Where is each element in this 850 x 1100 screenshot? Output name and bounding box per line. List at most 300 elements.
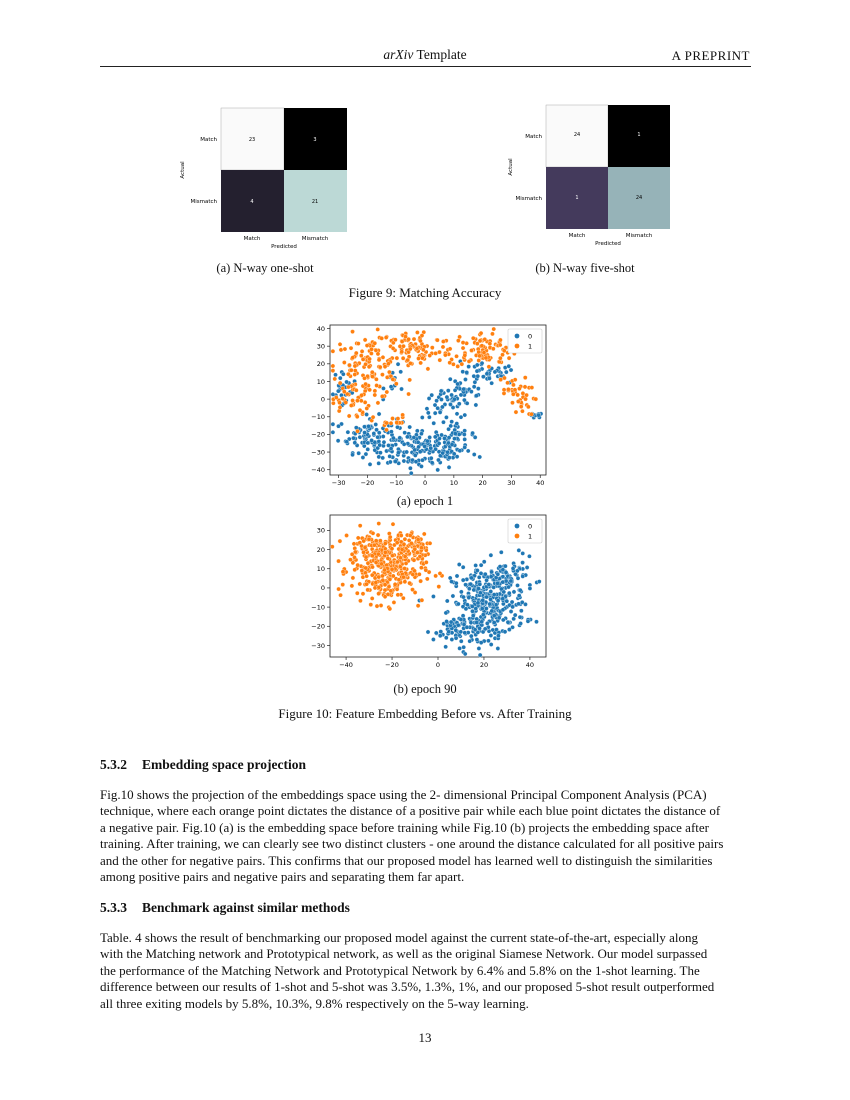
scatter-a-point-series-1 xyxy=(356,341,360,345)
scatter-a-point-series-1 xyxy=(344,400,348,404)
scatter-b-point-series-0 xyxy=(456,623,460,627)
cm-a-row-label-mismatch: Mismatch xyxy=(190,199,217,205)
scatter-a-y-tick-label: 10 xyxy=(316,377,325,386)
scatter-b-point-series-0 xyxy=(483,627,487,631)
scatter-b-point-series-1 xyxy=(363,545,367,549)
scatter-b-point-series-1 xyxy=(419,566,423,570)
scatter-a-point-series-1 xyxy=(437,350,441,354)
scatter-a-point-series-0 xyxy=(472,385,476,389)
scatter-a-point-series-0 xyxy=(428,435,432,439)
scatter-b-point-series-0 xyxy=(509,609,513,613)
scatter-a-point-series-1 xyxy=(376,327,380,331)
scatter-b-point-series-0 xyxy=(450,637,454,641)
scatter-a-point-series-1 xyxy=(367,357,371,361)
scatter-b-point-series-1 xyxy=(401,575,405,579)
scatter-a-point-series-0 xyxy=(420,415,424,419)
scatter-a-point-series-0 xyxy=(478,455,482,459)
scatter-a-point-series-0 xyxy=(459,415,463,419)
scatter-b-point-series-1 xyxy=(355,591,359,595)
scatter-a-point-series-0 xyxy=(366,441,370,445)
scatter-a-point-series-1 xyxy=(389,421,393,425)
scatter-b-point-series-0 xyxy=(458,646,462,650)
scatter-b-point-series-1 xyxy=(370,565,374,569)
scatter-b-point-series-0 xyxy=(444,619,448,623)
scatter-b-point-series-0 xyxy=(478,591,482,595)
scatter-a-point-series-1 xyxy=(363,362,367,366)
scatter-a-point-series-1 xyxy=(377,358,381,362)
scatter-b-point-series-1 xyxy=(412,558,416,562)
scatter-b-point-series-0 xyxy=(469,634,473,638)
scatter-b-point-series-0 xyxy=(488,602,492,606)
scatter-a-point-series-1 xyxy=(510,401,514,405)
scatter-b-point-series-1 xyxy=(388,577,392,581)
scatter-a-x-tick-label: 10 xyxy=(449,479,458,487)
scatter-a-point-series-0 xyxy=(476,374,480,378)
scatter-a-point-series-1 xyxy=(331,349,335,353)
scatter-b-point-series-0 xyxy=(511,605,515,609)
scatter-a-point-series-0 xyxy=(436,406,440,410)
scatter-a-point-series-1 xyxy=(490,332,494,336)
scatter-a-x-tick-label: 20 xyxy=(478,479,487,487)
scatter-a-point-series-1 xyxy=(333,377,337,381)
scatter-a-point-series-0 xyxy=(430,461,434,465)
scatter-b-point-series-0 xyxy=(520,600,524,604)
scatter-a-point-series-1 xyxy=(530,385,534,389)
scatter-a-point-series-1 xyxy=(374,377,378,381)
scatter-b-point-series-0 xyxy=(484,595,488,599)
scatter-a-point-series-1 xyxy=(480,344,484,348)
scatter-b-point-series-0 xyxy=(482,560,486,564)
scatter-a-point-series-1 xyxy=(363,400,367,404)
scatter-a-point-series-0 xyxy=(413,453,417,457)
scatter-a-point-series-0 xyxy=(481,375,485,379)
cm-b-col-label-match: Match xyxy=(568,233,586,239)
scatter-b-point-series-0 xyxy=(431,594,435,598)
scatter-b-point-series-1 xyxy=(390,547,394,551)
scatter-a-point-series-1 xyxy=(385,390,389,394)
scatter-b-point-series-0 xyxy=(461,614,465,618)
scatter-b-point-series-1 xyxy=(374,560,378,564)
scatter-a-point-series-1 xyxy=(367,365,371,369)
scatter-b-point-series-0 xyxy=(463,652,467,656)
scatter-a-point-series-0 xyxy=(439,389,443,393)
scatter-b-point-series-1 xyxy=(382,568,386,572)
scatter-b-point-series-1 xyxy=(336,587,340,591)
scatter-a-point-series-0 xyxy=(365,412,369,416)
cm-a-row-label-match: Match xyxy=(200,137,217,143)
scatter-a-point-series-1 xyxy=(362,376,366,380)
scatter-b-point-series-1 xyxy=(424,568,428,572)
scatter-b-point-series-0 xyxy=(489,553,493,557)
scatter-a-point-series-1 xyxy=(471,336,475,340)
scatter-b-point-series-0 xyxy=(501,608,505,612)
scatter-a-point-series-1 xyxy=(526,405,530,409)
scatter-a-point-series-1 xyxy=(359,354,363,358)
scatter-a-point-series-1 xyxy=(460,362,464,366)
scatter-b-point-series-1 xyxy=(390,567,394,571)
scatter-a-point-series-1 xyxy=(438,358,442,362)
scatter-b-point-series-0 xyxy=(485,621,489,625)
scatter-a-point-series-0 xyxy=(438,410,442,414)
scatter-b-point-series-1 xyxy=(330,545,334,549)
scatter-a-point-series-0 xyxy=(366,447,370,451)
scatter-b-point-series-1 xyxy=(389,589,393,593)
scatter-b-point-series-0 xyxy=(454,581,458,585)
scatter-b-point-series-1 xyxy=(395,541,399,545)
scatter-b-point-series-0 xyxy=(476,586,480,590)
scatter-b-point-series-0 xyxy=(499,550,503,554)
scatter-b-point-series-1 xyxy=(358,524,362,528)
scatter-a-point-series-0 xyxy=(378,443,382,447)
scatter-b-point-series-1 xyxy=(373,586,377,590)
cm-a-value-1-1: 21 xyxy=(311,199,319,205)
scatter-a-point-series-1 xyxy=(416,356,420,360)
scatter-a-point-series-1 xyxy=(412,337,416,341)
scatter-a-point-series-0 xyxy=(442,436,446,440)
running-header-preprint: A PREPRINT xyxy=(671,48,750,63)
scatter-a-point-series-1 xyxy=(499,377,503,381)
scatter-a-point-series-1 xyxy=(420,356,424,360)
scatter-b-point-series-1 xyxy=(381,578,385,582)
scatter-a-point-series-1 xyxy=(456,364,460,368)
scatter-a-point-series-1 xyxy=(516,393,520,397)
scatter-b-point-series-0 xyxy=(476,601,480,605)
scatter-a-point-series-1 xyxy=(475,342,479,346)
scatter-epoch-1 xyxy=(300,320,555,492)
scatter-b-point-series-0 xyxy=(454,628,458,632)
scatter-a-point-series-1 xyxy=(408,347,412,351)
scatter-a-y-tick-label: 0 xyxy=(320,395,325,404)
cm-a-value-0-0: 23 xyxy=(248,137,256,143)
scatter-a-point-series-1 xyxy=(391,377,395,381)
scatter-b-point-series-0 xyxy=(521,551,525,555)
scatter-b-legend-label: 1 xyxy=(528,532,533,541)
scatter-b-point-series-0 xyxy=(484,578,488,582)
scatter-a-point-series-1 xyxy=(477,358,481,362)
figure9-sublabel-a: (a) N-way one-shot xyxy=(216,261,314,275)
scatter-a-point-series-0 xyxy=(449,393,453,397)
scatter-a-point-series-0 xyxy=(441,420,445,424)
scatter-a-point-series-1 xyxy=(477,350,481,354)
cm-a-value-1-0: 4 xyxy=(250,199,254,205)
scatter-b-point-series-1 xyxy=(366,561,370,565)
scatter-a-point-series-0 xyxy=(377,412,381,416)
scatter-b-point-series-1 xyxy=(397,578,401,582)
scatter-a-point-series-1 xyxy=(511,392,515,396)
scatter-b-point-series-0 xyxy=(492,585,496,589)
scatter-a-point-series-1 xyxy=(369,351,373,355)
scatter-b-point-series-1 xyxy=(352,542,356,546)
scatter-b-point-series-1 xyxy=(356,536,360,540)
scatter-a-point-series-0 xyxy=(388,454,392,458)
cm-a-value-0-1: 3 xyxy=(313,137,317,143)
scatter-b-point-series-0 xyxy=(477,626,481,630)
scatter-b-point-series-0 xyxy=(499,587,503,591)
scatter-b-point-series-1 xyxy=(362,539,366,543)
scatter-a-point-series-1 xyxy=(353,372,357,376)
scatter-b-point-series-1 xyxy=(383,541,387,545)
scatter-a-point-series-0 xyxy=(366,424,370,428)
scatter-a-point-series-0 xyxy=(456,382,460,386)
scatter-a-point-series-1 xyxy=(355,399,359,403)
scatter-b-point-series-0 xyxy=(474,620,478,624)
scatter-a-point-series-1 xyxy=(395,421,399,425)
scatter-a-point-series-1 xyxy=(343,347,347,351)
scatter-b-point-series-0 xyxy=(459,630,463,634)
scatter-b-point-series-1 xyxy=(370,554,374,558)
figure9-sublabel-b: (b) N-way five-shot xyxy=(535,261,635,275)
scatter-b-point-series-1 xyxy=(377,585,381,589)
scatter-a-point-series-0 xyxy=(470,431,474,435)
scatter-a-point-series-1 xyxy=(383,365,387,369)
scatter-a-point-series-1 xyxy=(346,372,350,376)
scatter-b-point-series-1 xyxy=(364,555,368,559)
scatter-a-point-series-1 xyxy=(384,428,388,432)
scatter-b-point-series-1 xyxy=(376,533,380,537)
scatter-a-point-series-0 xyxy=(417,445,421,449)
scatter-a-point-series-0 xyxy=(504,370,508,374)
scatter-a-point-series-0 xyxy=(427,415,431,419)
scatter-b-point-series-0 xyxy=(431,637,435,641)
scatter-b-point-series-0 xyxy=(470,604,474,608)
scatter-a-point-series-1 xyxy=(513,378,517,382)
scatter-a-point-series-0 xyxy=(458,449,462,453)
scatter-a-point-series-1 xyxy=(463,353,467,357)
scatter-b-point-series-0 xyxy=(479,571,483,575)
scatter-a-point-series-0 xyxy=(403,431,407,435)
scatter-a-point-series-0 xyxy=(408,466,412,470)
scatter-b-point-series-1 xyxy=(350,552,354,556)
scatter-a-point-series-1 xyxy=(386,362,390,366)
scatter-a-point-series-0 xyxy=(474,403,478,407)
scatter-a-point-series-0 xyxy=(351,436,355,440)
scatter-b-point-series-1 xyxy=(412,569,416,573)
scatter-a-point-series-1 xyxy=(395,356,399,360)
scatter-a-point-series-1 xyxy=(346,385,350,389)
scatter-b-point-series-0 xyxy=(475,638,479,642)
scatter-a-point-series-1 xyxy=(523,385,527,389)
scatter-a-point-series-1 xyxy=(523,376,527,380)
scatter-b-point-series-0 xyxy=(501,618,505,622)
scatter-b-point-series-1 xyxy=(400,547,404,551)
scatter-b-point-series-1 xyxy=(377,575,381,579)
scatter-b-point-series-1 xyxy=(424,560,428,564)
scatter-a-point-series-0 xyxy=(414,460,418,464)
scatter-b-point-series-0 xyxy=(519,609,523,613)
scatter-a-point-series-1 xyxy=(380,373,384,377)
scatter-b-point-series-0 xyxy=(484,606,488,610)
scatter-a-point-series-1 xyxy=(400,339,404,343)
cm-b-xlabel: Predicted xyxy=(595,241,621,247)
scatter-b-point-series-0 xyxy=(511,566,515,570)
scatter-a-point-series-0 xyxy=(448,402,452,406)
scatter-b-point-series-1 xyxy=(376,592,380,596)
scatter-a-point-series-1 xyxy=(358,408,362,412)
paragraph-533-line: difference between our results of 1-shot and 5-shot was 3.5%, 1.3%, 1%, and our proposed 5-shot result outperformed xyxy=(100,979,715,995)
scatter-b-point-series-1 xyxy=(361,592,365,596)
scatter-a-point-series-1 xyxy=(502,388,506,392)
scatter-a-point-series-0 xyxy=(377,455,381,459)
scatter-b-point-series-0 xyxy=(438,634,442,638)
scatter-b-x-tick-label: 20 xyxy=(479,661,489,669)
scatter-a-point-series-0 xyxy=(419,464,423,468)
running-header-title: arXiv Template xyxy=(383,47,467,62)
scatter-a-point-series-1 xyxy=(376,401,380,405)
scatter-b-point-series-0 xyxy=(518,588,522,592)
scatter-a-point-series-1 xyxy=(347,414,351,418)
scatter-a-point-series-0 xyxy=(391,436,395,440)
cm-b-value-0-1: 1 xyxy=(637,132,641,138)
scatter-a-point-series-1 xyxy=(363,338,367,342)
scatter-b-point-series-1 xyxy=(398,565,402,569)
scatter-a-point-series-1 xyxy=(387,370,391,374)
scatter-a-point-series-1 xyxy=(477,354,481,358)
scatter-b-point-series-0 xyxy=(477,646,481,650)
scatter-a-point-series-1 xyxy=(498,356,502,360)
scatter-a-point-series-0 xyxy=(450,442,454,446)
scatter-b-point-series-0 xyxy=(509,579,513,583)
scatter-a-point-series-1 xyxy=(355,415,359,419)
scatter-a-point-series-1 xyxy=(461,346,465,350)
cm-a-ylabel: Actual xyxy=(180,161,186,179)
scatter-b-point-series-1 xyxy=(403,537,407,541)
scatter-a-point-series-1 xyxy=(353,368,357,372)
scatter-a-point-series-0 xyxy=(346,430,350,434)
scatter-a-point-series-0 xyxy=(376,435,380,439)
scatter-b-point-series-0 xyxy=(495,581,499,585)
scatter-b-point-series-0 xyxy=(526,619,530,623)
scatter-a-y-tick-label: 40 xyxy=(316,324,325,333)
scatter-a-point-series-1 xyxy=(370,374,374,378)
scatter-a-point-series-1 xyxy=(506,387,510,391)
scatter-b-point-series-0 xyxy=(477,575,481,579)
scatter-b-point-series-1 xyxy=(396,593,400,597)
scatter-a-point-series-1 xyxy=(338,342,342,346)
scatter-b-y-tick-label: 10 xyxy=(316,565,325,574)
scatter-b-point-series-0 xyxy=(501,568,505,572)
scatter-a-point-series-1 xyxy=(400,350,404,354)
scatter-b-point-series-0 xyxy=(490,609,494,613)
paragraph-532-line: Fig.10 shows the projection of the embeddings space using the 2- dimensional Principal Component Analysis (PCA) xyxy=(100,787,707,802)
scatter-a-point-series-0 xyxy=(462,432,466,436)
scatter-a-point-series-0 xyxy=(415,429,419,433)
scatter-b-point-series-0 xyxy=(469,576,473,580)
scatter-a-point-series-1 xyxy=(361,357,365,361)
scatter-a-x-tick-label: −10 xyxy=(389,479,404,487)
scatter-a-point-series-0 xyxy=(402,459,406,463)
scatter-a-point-series-1 xyxy=(359,399,363,403)
scatter-a-point-series-0 xyxy=(381,434,385,438)
scatter-a-point-series-0 xyxy=(361,455,365,459)
scatter-a-point-series-1 xyxy=(350,330,354,334)
scatter-a-point-series-1 xyxy=(401,344,405,348)
scatter-a-point-series-0 xyxy=(473,435,477,439)
scatter-b-point-series-0 xyxy=(449,579,453,583)
scatter-a-point-series-1 xyxy=(354,351,358,355)
scatter-b-point-series-1 xyxy=(369,603,373,607)
scatter-a-point-series-0 xyxy=(452,452,456,456)
scatter-b-point-series-1 xyxy=(437,585,441,589)
scatter-b-point-series-0 xyxy=(449,620,453,624)
scatter-a-point-series-1 xyxy=(507,356,511,360)
scatter-a-point-series-0 xyxy=(476,386,480,390)
scatter-a-point-series-1 xyxy=(484,356,488,360)
scatter-a-point-series-0 xyxy=(432,421,436,425)
scatter-b-point-series-0 xyxy=(496,646,500,650)
scatter-a-point-series-1 xyxy=(337,401,341,405)
scatter-a-point-series-0 xyxy=(388,460,392,464)
scatter-a-point-series-0 xyxy=(436,468,440,472)
scatter-a-point-series-1 xyxy=(488,342,492,346)
scatter-b-point-series-1 xyxy=(391,574,395,578)
scatter-a-point-series-1 xyxy=(502,376,506,380)
scatter-b-point-series-0 xyxy=(444,645,448,649)
scatter-b-point-series-0 xyxy=(521,574,525,578)
scatter-a-point-series-0 xyxy=(473,380,477,384)
scatter-b-point-series-0 xyxy=(480,607,484,611)
scatter-a-point-series-0 xyxy=(461,370,465,374)
scatter-b-point-series-1 xyxy=(383,550,387,554)
scatter-b-legend-marker xyxy=(515,524,520,529)
scatter-b-point-series-0 xyxy=(505,599,509,603)
scatter-b-point-series-0 xyxy=(487,582,491,586)
confusion-matrix-one-shot xyxy=(170,100,360,255)
scatter-b-point-series-0 xyxy=(451,594,455,598)
scatter-a-point-series-1 xyxy=(349,403,353,407)
scatter-a-point-series-0 xyxy=(472,374,476,378)
scatter-a-point-series-0 xyxy=(447,456,451,460)
scatter-a-point-series-1 xyxy=(365,343,369,347)
scatter-a-point-series-0 xyxy=(485,372,489,376)
scatter-b-point-series-0 xyxy=(469,621,473,625)
scatter-b-point-series-0 xyxy=(444,611,448,615)
scatter-b-point-series-0 xyxy=(456,602,460,606)
scatter-a-point-series-0 xyxy=(362,430,366,434)
scatter-a-point-series-0 xyxy=(455,422,459,426)
section-heading-532: 5.3.2 Embedding space projection xyxy=(100,757,307,772)
scatter-a-point-series-1 xyxy=(418,339,422,343)
scatter-b-point-series-0 xyxy=(447,630,451,634)
scatter-b-point-series-0 xyxy=(501,580,505,584)
paragraph-533-line: Table. 4 shows the result of benchmarking our proposed model against the current state-of-the-art, especially along xyxy=(100,930,698,945)
scatter-a-point-series-1 xyxy=(498,343,502,347)
scatter-a-point-series-0 xyxy=(345,440,349,444)
scatter-a-point-series-0 xyxy=(455,412,459,416)
scatter-a-point-series-0 xyxy=(362,425,366,429)
scatter-b-point-series-0 xyxy=(519,621,523,625)
scatter-a-point-series-0 xyxy=(457,402,461,406)
scatter-a-point-series-1 xyxy=(342,390,346,394)
scatter-a-point-series-0 xyxy=(447,465,451,469)
scatter-a-point-series-1 xyxy=(441,345,445,349)
scatter-a-point-series-0 xyxy=(333,373,337,377)
scatter-b-point-series-1 xyxy=(350,584,354,588)
scatter-a-point-series-0 xyxy=(537,413,541,417)
scatter-b-point-series-0 xyxy=(426,630,430,634)
page-number: 13 xyxy=(418,1030,432,1045)
scatter-a-point-series-1 xyxy=(415,330,419,334)
scatter-b-point-series-1 xyxy=(417,572,421,576)
scatter-b-point-series-0 xyxy=(517,548,521,552)
scatter-a-point-series-0 xyxy=(331,422,335,426)
scatter-b-point-series-0 xyxy=(489,633,493,637)
scatter-b-point-series-0 xyxy=(459,639,463,643)
scatter-b-point-series-0 xyxy=(468,582,472,586)
scatter-b-point-series-0 xyxy=(471,614,475,618)
scatter-b-point-series-1 xyxy=(428,541,432,545)
scatter-a-point-series-0 xyxy=(475,369,479,373)
scatter-b-point-series-0 xyxy=(479,563,483,567)
